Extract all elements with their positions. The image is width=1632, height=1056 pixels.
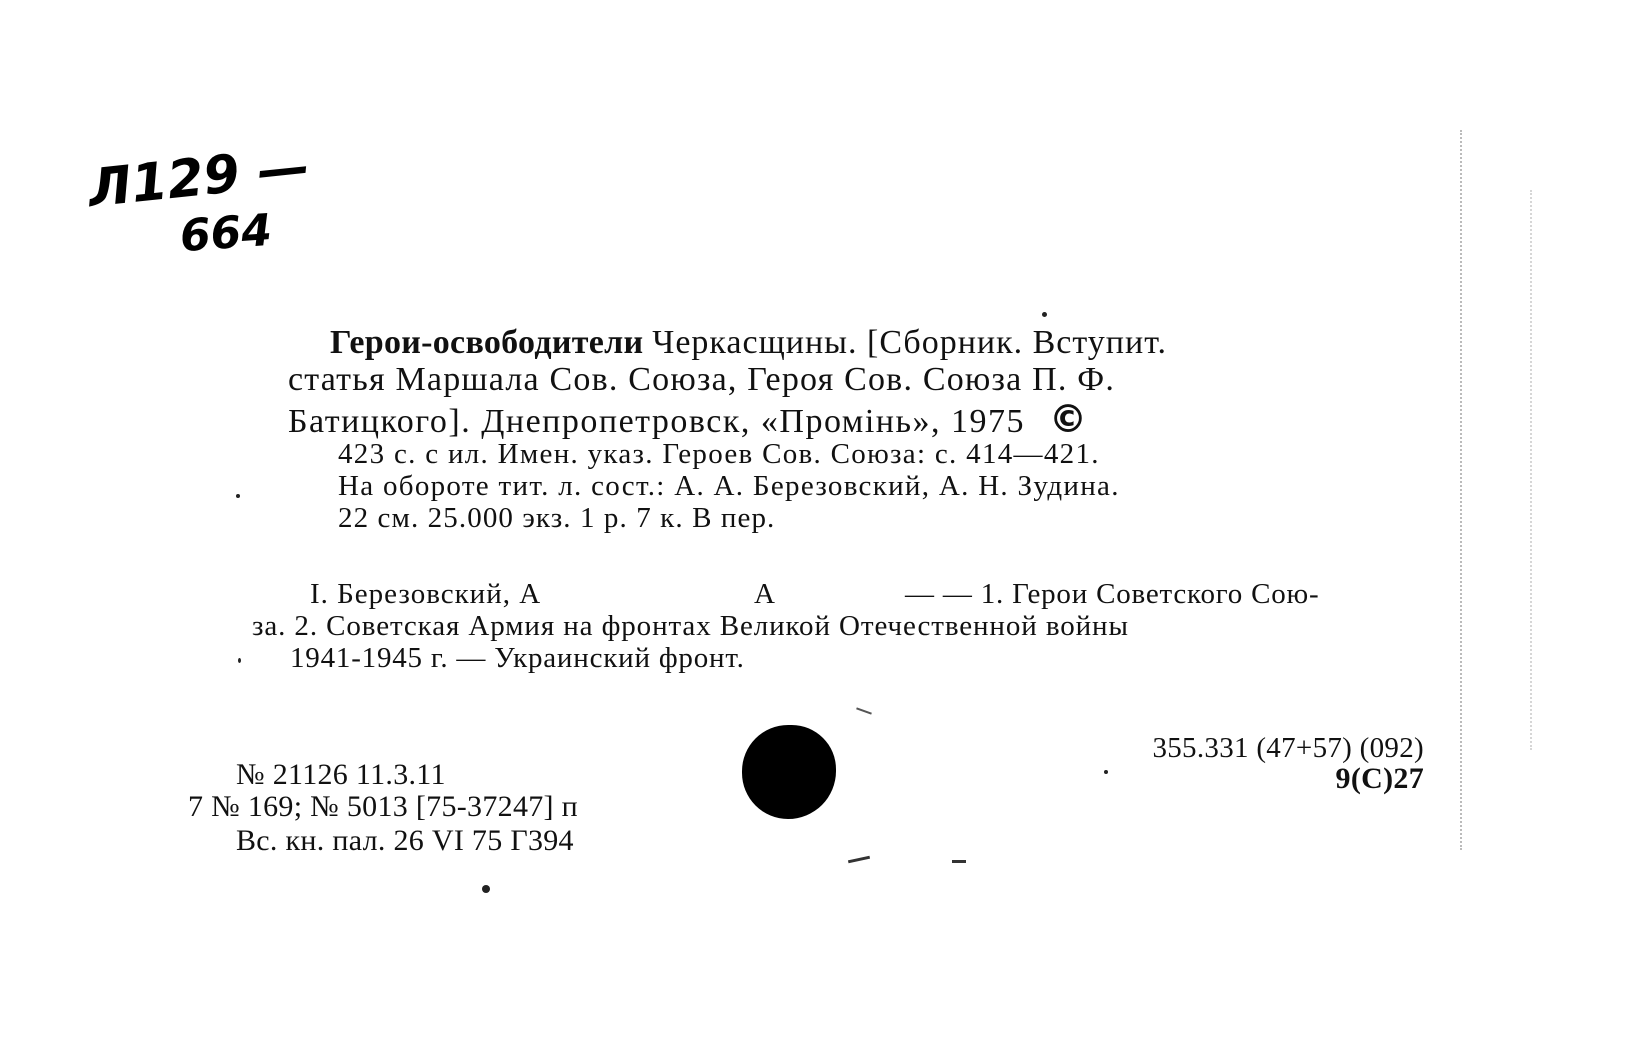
udc-number: 355.331 (47+57) (092)	[1152, 732, 1424, 764]
imprint-line-3: Вс. кн. пал. 26 VI 75 Г394	[236, 824, 574, 857]
bbk-index: 9(С)27	[1335, 762, 1424, 795]
scan-mark	[1530, 190, 1532, 750]
entry-line-5: На обороте тит. л. сост.: А. А. Березовский, А. Н. Зудина.	[338, 470, 1120, 502]
scan-speck	[1042, 312, 1047, 317]
tracing-line-1c: — — 1. Герои Советского Сою-	[905, 578, 1320, 610]
scan-speck	[482, 885, 490, 893]
scan-mark	[848, 856, 870, 864]
scan-mark	[952, 860, 966, 863]
imprint-line-1: № 21126 11.3.11	[236, 758, 446, 791]
tracing-line-1a: I. Березовский, А	[310, 578, 542, 610]
scan-speck	[1104, 770, 1108, 774]
scan-mark	[1460, 130, 1462, 850]
tracing-line-2: за. 2. Советская Армия на фронтах Великой Отечественной войны	[252, 610, 1129, 642]
handwritten-shelfmark-line1: Л129 —	[85, 136, 313, 220]
entry-line-4: 423 с. с ил. Имен. указ. Героев Сов. Союза: с. 414—421.	[338, 438, 1100, 470]
handwritten-shelfmark-line2: 664	[178, 204, 274, 263]
imprint-line-2: 7 № 169; № 5013 [75-37247] п	[188, 790, 579, 823]
entry-line-1	[330, 326, 1167, 360]
scan-speck	[238, 658, 241, 663]
tracing-line-1b: А	[754, 578, 776, 610]
entry-publisher: Батицкого]. Днепропетровск, «Промінь», 1975	[288, 403, 1025, 440]
scan-mark	[856, 707, 872, 714]
entry-line-2: статья Маршала Сов. Союза, Героя Сов. Союза П. Ф.	[288, 361, 1116, 398]
entry-line-3	[288, 397, 1089, 441]
scan-speck	[236, 494, 240, 498]
entry-title: Герои-освободители	[330, 324, 644, 361]
tracing-line-3: 1941-1945 г. — Украинский фронт.	[290, 642, 745, 674]
entry-line-6: 22 см. 25.000 экз. 1 р. 7 к. В пер.	[338, 502, 776, 534]
punch-hole	[742, 725, 836, 819]
entry-title-rest: Черкасщины. [Сборник. Вступит.	[652, 324, 1168, 361]
copyright-icon: ©	[1048, 397, 1089, 441]
